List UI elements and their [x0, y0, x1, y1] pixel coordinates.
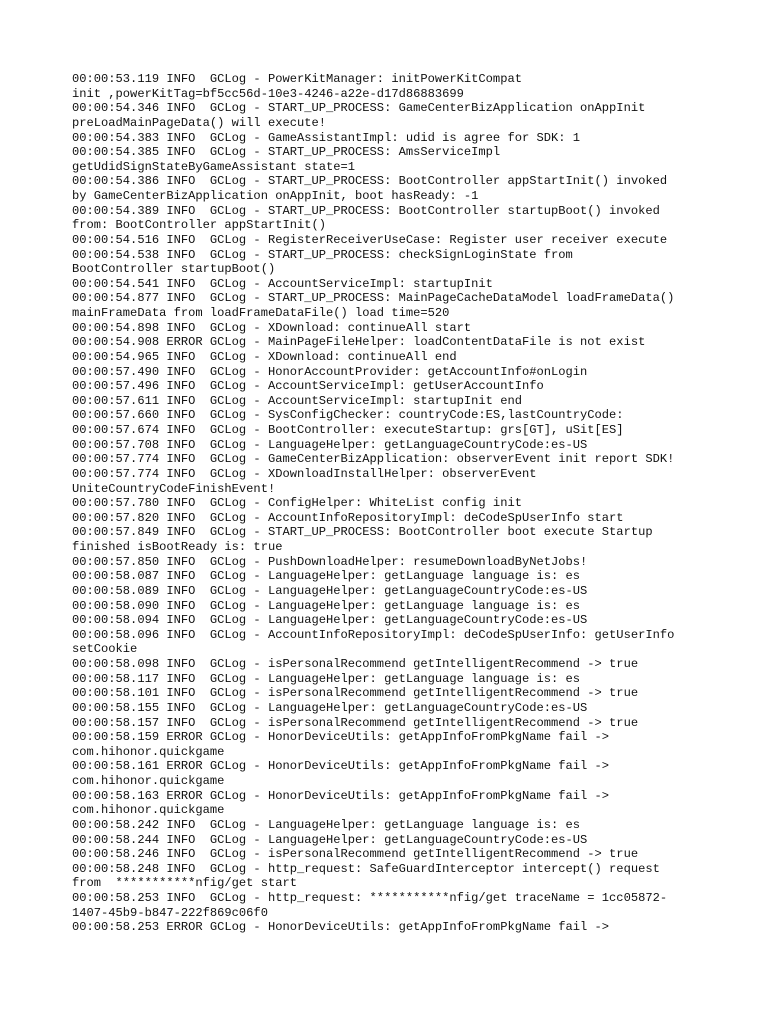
log-line: 00:00:54.538 INFO GCLog - START_UP_PROCESS: checkSignLoginState from [72, 247, 573, 262]
log-line: 00:00:58.161 ERROR GCLog - HonorDeviceUtils: getAppInfoFromPkgName fail -> [72, 759, 610, 774]
log-line: by GameCenterBizApplication onAppInit, boot hasReady: -1 [72, 189, 479, 203]
log-line: 00:00:57.490 INFO GCLog - HonorAccountProvider: getAccountInfo#onLogin [72, 364, 588, 379]
log-line: from: BootController appStartInit() [72, 218, 327, 233]
log-line: getUdidSignStateByGameAssistant state=1 [72, 159, 356, 174]
log-line: init ,powerKitTag=bf5cc56d-10e3-4246-a22e-d17d86883699 [72, 86, 464, 101]
log-line: 00:00:58.090 INFO GCLog - LanguageHelper: getLanguage language is: es [72, 598, 581, 613]
log-line: 00:00:58.117 INFO GCLog - LanguageHelper: getLanguage language is: es [72, 671, 581, 686]
log-line: com.hihonor.quickgame [72, 744, 225, 759]
log-line: 00:00:57.660 INFO GCLog - SysConfigChecker: countryCode:ES,lastCountryCode: [72, 408, 624, 423]
log-line: 00:00:54.516 INFO GCLog - RegisterReceiverUseCase: Register user receiver execute [72, 232, 668, 247]
log-line: 00:00:58.244 INFO GCLog - LanguageHelper: getLanguageCountryCode:es-US [72, 832, 588, 847]
log-line: 00:00:54.383 INFO GCLog - GameAssistantImpl: udid is agree for SDK: 1 [72, 130, 581, 145]
log-line: from ***********nfig/get start [72, 876, 297, 891]
log-line: 00:00:57.774 INFO GCLog - GameCenterBizApplication: observerEvent init report SDK! [72, 452, 675, 467]
log-line: 00:00:58.248 INFO GCLog - http_request: SafeGuardInterceptor intercept() request [72, 861, 660, 876]
log-line: finished isBootReady is: true [72, 540, 283, 554]
log-line: 00:00:57.774 INFO GCLog - XDownloadInstallHelper: observerEvent [72, 466, 537, 481]
log-line: 00:00:58.163 ERROR GCLog - HonorDeviceUtils: getAppInfoFromPkgName fail -> [72, 788, 610, 803]
log-line: 00:00:58.094 INFO GCLog - LanguageHelper: getLanguageCountryCode:es-US [72, 613, 588, 628]
log-line: setCookie [72, 642, 138, 657]
log-line: UniteCountryCodeFinishEvent! [72, 481, 276, 496]
log-line: com.hihonor.quickgame [72, 803, 225, 818]
log-line: 00:00:58.246 INFO GCLog - isPersonalRecommend getIntelligentRecommend -> true [72, 847, 639, 862]
log-line: 00:00:54.386 INFO GCLog - START_UP_PROCESS: BootController appStartInit() invoked [72, 174, 668, 189]
log-line: 00:00:58.253 INFO GCLog - http_request: ***********nfig/get traceName = 1cc05872- [72, 891, 668, 905]
log-line: 00:00:57.708 INFO GCLog - LanguageHelper: getLanguageCountryCode:es-US [72, 437, 588, 452]
log-line: 00:00:58.089 INFO GCLog - LanguageHelper: getLanguageCountryCode:es-US [72, 583, 588, 598]
log-line: 00:00:54.898 INFO GCLog - XDownload: continueAll start [72, 320, 472, 335]
log-line: 00:00:54.877 INFO GCLog - START_UP_PROCESS: MainPageCacheDataModel loadFrameData() [72, 291, 675, 306]
log-line: 00:00:57.820 INFO GCLog - AccountInfoRepositoryImpl: deCodeSpUserInfo start [72, 510, 624, 525]
log-line: 00:00:54.908 ERROR GCLog - MainPageFileHelper: loadContentDataFile is not exist [72, 335, 646, 350]
log-line: 00:00:57.611 INFO GCLog - AccountServiceImpl: startupInit end [72, 393, 522, 408]
log-line: 1407-45b9-b847-222f869c06f0 [72, 905, 268, 920]
log-line: 00:00:58.157 INFO GCLog - isPersonalRecommend getIntelligentRecommend -> true [72, 715, 639, 730]
log-line: 00:00:57.674 INFO GCLog - BootController: executeStartup: grs[GT], uSit[ES] [72, 423, 624, 437]
log-line: 00:00:58.159 ERROR GCLog - HonorDeviceUtils: getAppInfoFromPkgName fail -> [72, 730, 610, 745]
log-line: 00:00:54.389 INFO GCLog - START_UP_PROCESS: BootController startupBoot() invoked [72, 203, 660, 218]
log-line: 00:00:54.541 INFO GCLog - AccountServiceImpl: startupInit [72, 276, 493, 291]
log-line: preLoadMainPageData() will execute! [72, 115, 327, 130]
log-line: 00:00:57.849 INFO GCLog - START_UP_PROCESS: BootController boot execute Startup [72, 525, 653, 540]
log-document [72, 72, 712, 935]
log-line: 00:00:53.119 INFO GCLog - PowerKitManager: initPowerKitCompat [72, 72, 522, 86]
log-line: 00:00:58.253 ERROR GCLog - HonorDeviceUtils: getAppInfoFromPkgName fail -> [72, 920, 610, 935]
log-line: 00:00:58.087 INFO GCLog - LanguageHelper: getLanguage language is: es [72, 569, 581, 584]
log-line: 00:00:54.385 INFO GCLog - START_UP_PROCESS: AmsServiceImpl [72, 145, 501, 160]
log-line: 00:00:57.496 INFO GCLog - AccountServiceImpl: getUserAccountInfo [72, 379, 544, 394]
log-line: mainFrameData from loadFrameDataFile() load time=520 [72, 306, 450, 320]
log-line: 00:00:54.965 INFO GCLog - XDownload: continueAll end [72, 349, 457, 364]
log-line: 00:00:58.098 INFO GCLog - isPersonalRecommend getIntelligentRecommend -> true [72, 657, 639, 671]
log-line: 00:00:58.096 INFO GCLog - AccountInfoRepositoryImpl: deCodeSpUserInfo: getUserInfo [72, 627, 675, 642]
log-line: 00:00:54.346 INFO GCLog - START_UP_PROCESS: GameCenterBizApplication onAppInit [72, 101, 646, 116]
log-line: BootController startupBoot() [72, 262, 276, 277]
log-line: 00:00:58.242 INFO GCLog - LanguageHelper: getLanguage language is: es [72, 817, 581, 832]
log-line: com.hihonor.quickgame [72, 774, 225, 788]
log-line: 00:00:58.101 INFO GCLog - isPersonalRecommend getIntelligentRecommend -> true [72, 686, 639, 701]
log-line: 00:00:58.155 INFO GCLog - LanguageHelper: getLanguageCountryCode:es-US [72, 700, 588, 715]
log-line: 00:00:57.780 INFO GCLog - ConfigHelper: WhiteList config init [72, 496, 522, 511]
log-line: 00:00:57.850 INFO GCLog - PushDownloadHelper: resumeDownloadByNetJobs! [72, 554, 588, 569]
